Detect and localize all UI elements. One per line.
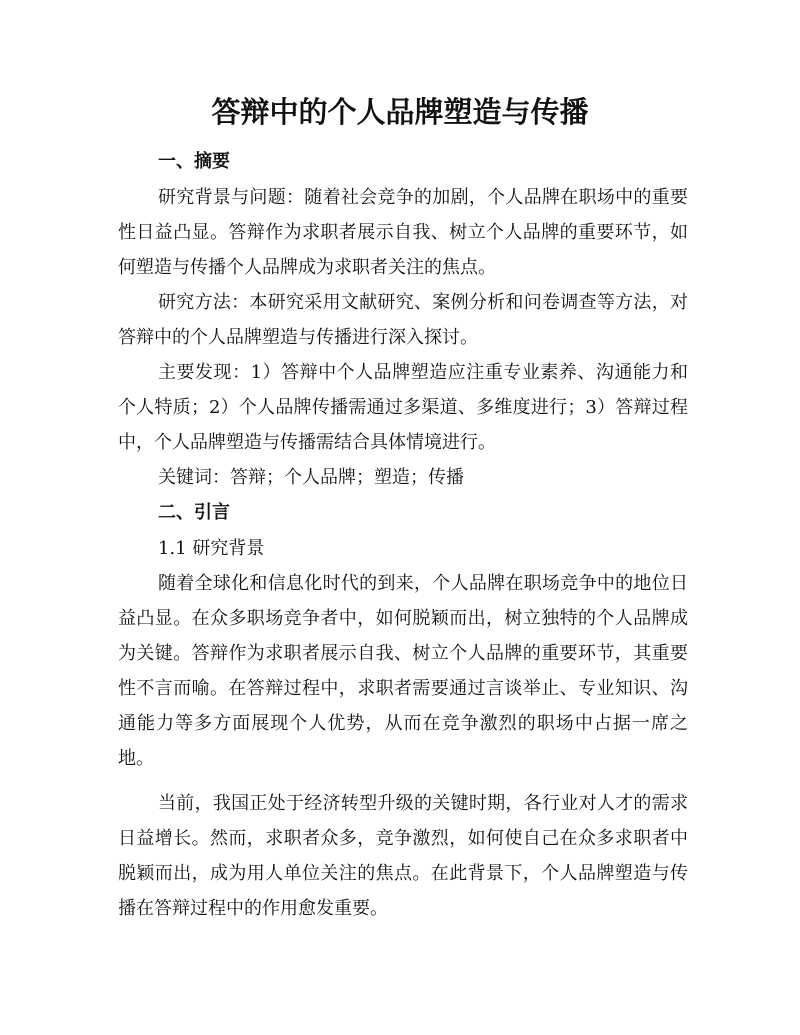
abstract-keywords: 关键词：答辩；个人品牌；塑造；传播 xyxy=(158,467,464,488)
abstract-findings: 主要发现：1）答辩中个人品牌塑造应注重专业素养、沟通能力和个人特质；2）个人品牌传播需通过多渠道、多维度进行；3）答辩过程中，个人品牌塑造与传播需结合具体情境进行。 xyxy=(118,362,688,453)
abstract-background: 研究背景与问题：随着社会竞争的加剧，个人品牌在职场中的重要性日益凸显。答辩作为求职者展示自我、树立个人品牌的重要环节，如何塑造与传播个人品牌成为求职者关注的焦点。 xyxy=(118,187,688,278)
abstract-method: 研究方法：本研究采用文献研究、案例分析和问卷调查等方法，对答辩中的个人品牌塑造与传播进行深入探讨。 xyxy=(118,292,688,348)
introduction-paragraph-2: 当前，我国正处于经济转型升级的关键时期，各行业对人才的需求日益增长。然而，求职者众多，竞争激烈，如何使自己在众多求职者中脱颖而出，成为用人单位关注的焦点。在此背景下，个人品牌塑造与传播在答辩过程中的作用愈发重要。 xyxy=(118,793,688,919)
introduction-paragraph-1: 随着全球化和信息化时代的到来，个人品牌在职场竞争中的地位日益凸显。在众多职场竞争者中，如何脱颖而出，树立独特的个人品牌成为关键。答辩作为求职者展示自我、树立个人品牌的重要环节，其重要性不言而喻。在答辩过程中，求职者需要通过言谈举止、专业知识、沟通能力等多方面展现个人优势，从而在竞争激烈的职场中占据一席之地。 xyxy=(118,573,688,769)
document-body xyxy=(118,144,688,926)
introduction-heading: 二、引言 xyxy=(158,502,230,523)
abstract-heading: 一、摘要 xyxy=(158,151,230,172)
research-background-subheading: 1.1 研究背景 xyxy=(158,538,265,559)
document-title: 答辩中的个人品牌塑造与传播 xyxy=(211,95,589,129)
